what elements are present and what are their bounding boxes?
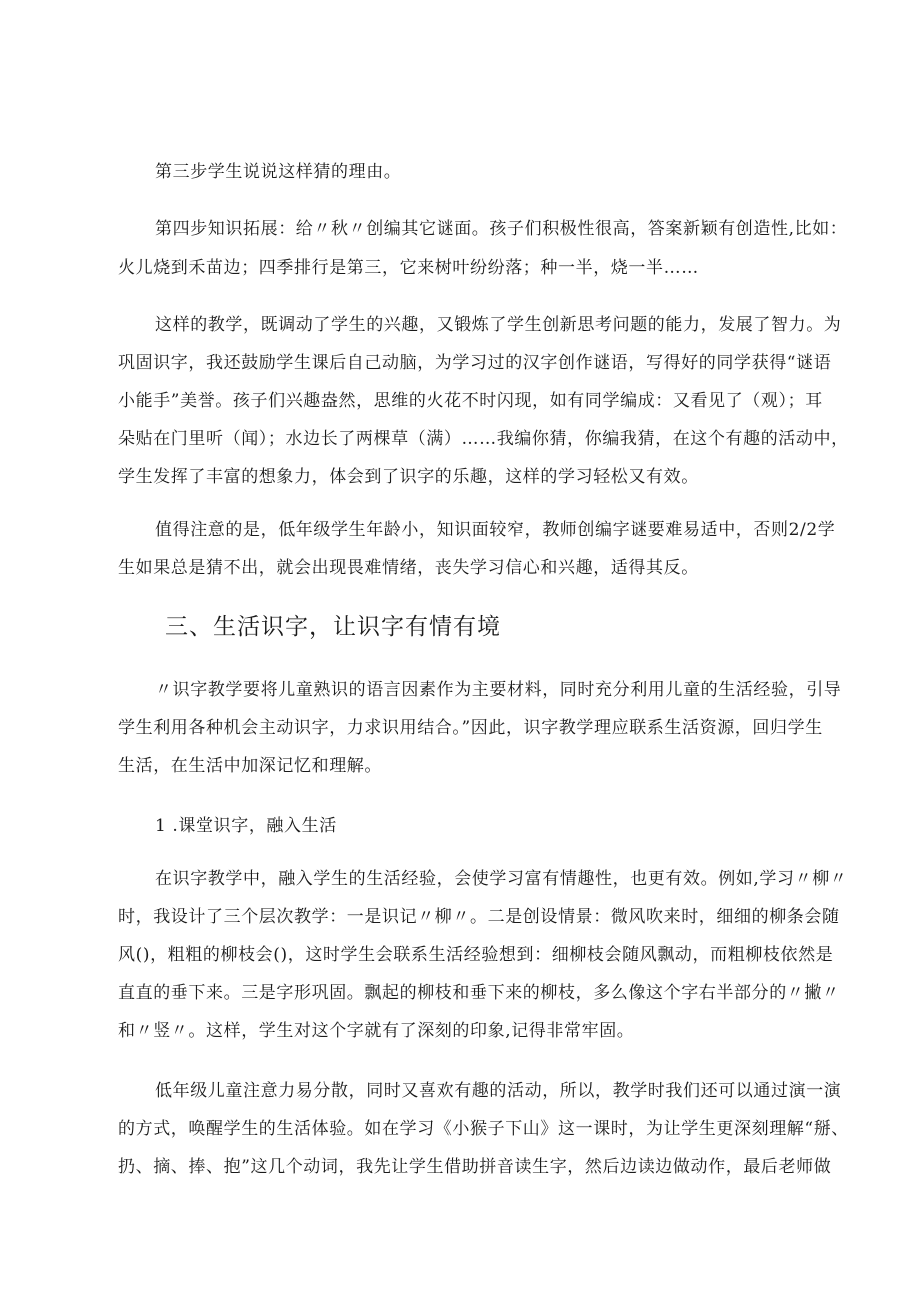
body-line-8: 学生发挥了丰富的想象力，体会到了识字的乐趣，这样的学习轻松又有效。	[118, 467, 699, 487]
body-line-2: 第四步知识拓展：给〃秋〃创编其它谜面。孩子们积极性很高，答案新颖有创造性,比如：	[155, 219, 848, 239]
body-line-20: 的方式，唤醒学生的生活体验。如在学习《小猴子下山》这一课时，为让学生更深刻理解“掰、	[118, 1119, 849, 1139]
body-line-21: 扔、摘、捧、抱”这几个动词，我先让学生借助拼音读生字，然后边读边做动作，最后老师做	[118, 1157, 832, 1177]
body-line-4: 这样的教学，既调动了学生的兴趣，又锻炼了学生创新思考问题的能力，发展了智力。为	[155, 315, 842, 335]
body-line-5: 巩固识字，我还鼓励学生课后自己动脑，为学习过的汉字创作谜语，写得好的同学获得“谜语	[118, 353, 832, 373]
body-line-15: 时，我设计了三个层次教学：一是识记〃柳〃。二是创设情景：微风吹来时，细细的柳条会随	[118, 907, 840, 927]
body-line-17: 直直的垂下来。三是字形巩固。飘起的柳枝和垂下来的柳枝，多么像这个字右半部分的〃撇〃	[118, 983, 840, 1003]
body-line-19: 低年级儿童注意力易分散，同时又喜欢有趣的活动，所以，教学时我们还可以通过演一演	[155, 1081, 842, 1101]
body-line-6: 小能手”美誉。孩子们兴趣盎然，思维的火花不时闪现，如有同学编成：又看见了（观）；耳	[118, 391, 823, 411]
body-line-10: 生如果总是猜不出，就会出现畏难情绪，丧失学习信心和兴趣，适得其反。	[118, 558, 699, 578]
subheading-1: 1 .课堂识字，融入生活	[155, 816, 337, 836]
body-line-13: 生活，在生活中加深记忆和理解。	[118, 756, 382, 776]
body-line-9: 值得注意的是，低年级学生年龄小，知识面较窄，教师创编字谜要难易适中，否则2/2学	[155, 520, 836, 540]
body-line-7: 朵贴在门里听（闻）；水边长了两棵草（满）……我编你猜，你编我猜，在这个有趣的活动中，	[118, 429, 849, 449]
body-line-3: 火儿烧到禾苗边；四季排行是第三，它来树叶纷纷落；种一半，烧一半……	[118, 258, 699, 278]
body-line-1: 第三步学生说说这样猜的理由。	[155, 162, 402, 182]
body-line-11: 〃识字教学要将儿童熟识的语言因素作为主要材料，同时充分利用儿童的生活经验，引导	[155, 680, 842, 700]
body-line-16: 风()，粗粗的柳枝会()，这时学生会联系生活经验想到：细柳枝会随风飘动，而粗柳枝依然是	[118, 945, 834, 965]
body-line-12: 学生利用各种机会主动识字，力求识用结合。”因此，识字教学理应联系生活资源，回归学生	[118, 718, 823, 738]
body-line-14: 在识字教学中，融入学生的生活经验，会使学习富有情趣性，也更有效。例如,学习〃柳〃	[155, 869, 848, 889]
body-line-18: 和〃竖〃。这样，学生对这个字就有了深刻的印象,记得非常牢固。	[118, 1021, 635, 1041]
section-heading: 三、生活识字，让识字有情有境	[165, 614, 501, 640]
